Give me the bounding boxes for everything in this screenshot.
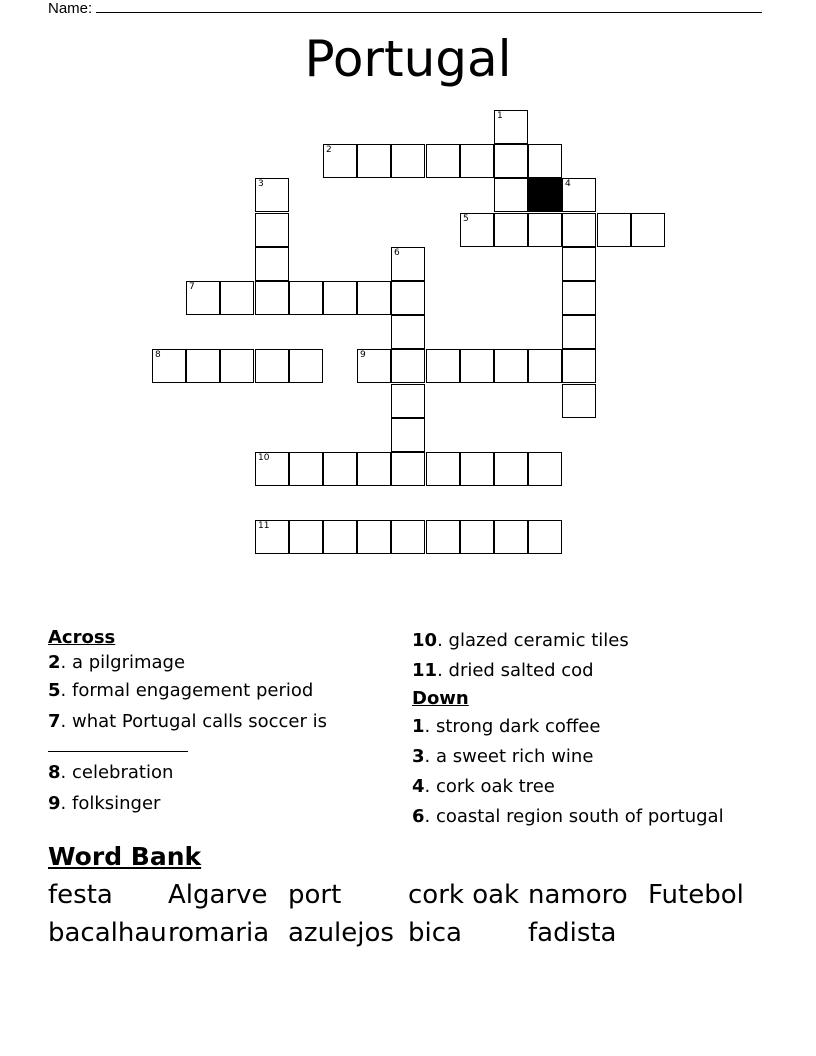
grid-cell[interactable] — [255, 281, 289, 315]
cell-number: 8 — [155, 350, 161, 360]
grid-cell[interactable] — [631, 213, 665, 247]
grid-cell[interactable] — [494, 144, 528, 178]
grid-cell[interactable] — [460, 213, 494, 247]
clue-text: a sweet rich wine — [435, 746, 594, 767]
grid-cell[interactable] — [255, 452, 289, 486]
grid-cell[interactable] — [426, 144, 460, 178]
grid-cell[interactable] — [357, 281, 391, 315]
grid-cell[interactable] — [289, 520, 323, 554]
grid-cell[interactable] — [494, 349, 528, 383]
clue-text: dried salted cod — [448, 660, 594, 681]
cell-number: 1 — [497, 111, 503, 121]
grid-cell[interactable] — [460, 349, 494, 383]
grid-cell[interactable] — [391, 452, 425, 486]
grid-cell[interactable] — [494, 110, 528, 144]
clue-across-7: 7. what Portugal calls soccer is — [48, 711, 327, 732]
clue-across-10: 10. glazed ceramic tiles — [412, 630, 629, 651]
clue-text: cork oak tree — [435, 776, 555, 797]
word-bank-word: bacalhau — [48, 918, 167, 948]
grid-cell[interactable] — [391, 247, 425, 281]
clue-number: 10 — [412, 630, 438, 651]
word-bank-word: fadista — [528, 918, 617, 948]
word-bank-word: cork oak — [408, 880, 520, 910]
grid-cell[interactable] — [289, 281, 323, 315]
clue-number: 11 — [412, 660, 438, 681]
grid-cell[interactable] — [562, 349, 596, 383]
grid-cell[interactable] — [391, 349, 425, 383]
cell-number: 10 — [258, 453, 270, 463]
grid-cell[interactable] — [562, 213, 596, 247]
grid-cell[interactable] — [391, 418, 425, 452]
grid-cell[interactable] — [528, 349, 562, 383]
clue-across-8: 8. celebration — [48, 762, 174, 783]
answer-blank-line — [48, 737, 188, 752]
grid-cell[interactable] — [460, 144, 494, 178]
clue-down-6: 6. coastal region south of portugal — [412, 806, 724, 827]
grid-cell[interactable] — [323, 281, 357, 315]
grid-cell[interactable] — [460, 452, 494, 486]
clue-across-7-blank — [48, 737, 327, 757]
word-bank-word: Futebol — [648, 880, 744, 910]
clue-down-4: 4. cork oak tree — [412, 776, 555, 797]
page-title: Portugal — [304, 30, 512, 88]
cell-number: 2 — [326, 145, 332, 155]
grid-cell[interactable] — [255, 213, 289, 247]
grid-cell[interactable] — [391, 520, 425, 554]
clue-text: what Portugal calls soccer is — [71, 711, 327, 732]
word-bank-word: port — [288, 880, 342, 910]
grid-cell[interactable] — [255, 349, 289, 383]
grid-cell[interactable] — [357, 452, 391, 486]
grid-cell[interactable] — [562, 247, 596, 281]
word-bank-word: namoro — [528, 880, 628, 910]
word-bank-title: Word Bank — [48, 842, 202, 871]
clue-text: formal engagement period — [71, 680, 314, 701]
cell-number: 6 — [394, 248, 400, 258]
grid-cell[interactable] — [528, 144, 562, 178]
grid-cell-black — [528, 178, 562, 212]
grid-cell[interactable] — [426, 349, 460, 383]
clue-text: celebration — [71, 762, 174, 783]
word-bank-word: bica — [408, 918, 462, 948]
grid-cell[interactable] — [323, 520, 357, 554]
grid-cell[interactable] — [597, 213, 631, 247]
clue-number: 5 — [48, 680, 61, 701]
grid-cell[interactable] — [255, 178, 289, 212]
clue-number: 8 — [48, 762, 61, 783]
clue-number: 7 — [48, 711, 61, 732]
clues-left-column — [48, 625, 327, 819]
grid-cell[interactable] — [562, 178, 596, 212]
clue-text: glazed ceramic tiles — [448, 630, 629, 651]
grid-cell[interactable] — [255, 520, 289, 554]
grid-cell[interactable] — [220, 349, 254, 383]
word-bank-word: azulejos — [288, 918, 394, 948]
grid-cell[interactable] — [289, 452, 323, 486]
grid-cell[interactable] — [460, 520, 494, 554]
grid-cell[interactable] — [186, 281, 220, 315]
grid-cell[interactable] — [494, 213, 528, 247]
cell-number: 4 — [565, 179, 571, 189]
clue-down-3: 3. a sweet rich wine — [412, 746, 594, 767]
across-heading: Across — [48, 627, 116, 648]
clue-across-5: 5. formal engagement period — [48, 680, 314, 701]
clue-across-2: 2. a pilgrimage — [48, 652, 186, 673]
clue-number: 1 — [412, 716, 425, 737]
word-bank-word: festa — [48, 880, 113, 910]
grid-cell[interactable] — [391, 281, 425, 315]
clue-number: 6 — [412, 806, 425, 827]
grid-cell[interactable] — [494, 452, 528, 486]
cell-number: 5 — [463, 214, 469, 224]
grid-cell[interactable] — [255, 247, 289, 281]
grid-cell[interactable] — [391, 315, 425, 349]
clue-across-9: 9. folksinger — [48, 793, 161, 814]
clue-number: 3 — [412, 746, 425, 767]
cell-number: 7 — [189, 282, 195, 292]
grid-cell[interactable] — [426, 452, 460, 486]
grid-cell[interactable] — [494, 520, 528, 554]
grid-cell[interactable] — [357, 349, 391, 383]
word-bank-word: romaria — [168, 918, 270, 948]
grid-cell[interactable] — [562, 384, 596, 418]
word-bank-word: Algarve — [168, 880, 268, 910]
grid-cell[interactable] — [323, 144, 357, 178]
clue-text: folksinger — [71, 793, 161, 814]
clue-number: 2 — [48, 652, 61, 673]
grid-cell[interactable] — [562, 315, 596, 349]
grid-cell[interactable] — [152, 349, 186, 383]
grid-cell[interactable] — [426, 520, 460, 554]
name-label: Name: — [48, 0, 93, 17]
clue-across-11: 11. dried salted cod — [412, 660, 594, 681]
clues-right-column — [412, 626, 724, 832]
grid-cell[interactable] — [528, 452, 562, 486]
grid-cell[interactable] — [186, 349, 220, 383]
grid-cell[interactable] — [289, 349, 323, 383]
cell-number: 9 — [360, 350, 366, 360]
grid-cell[interactable] — [562, 281, 596, 315]
grid-cell[interactable] — [528, 213, 562, 247]
grid-cell[interactable] — [220, 281, 254, 315]
grid-cell[interactable] — [528, 520, 562, 554]
clue-down-1: 1. strong dark coffee — [412, 716, 601, 737]
cell-number: 11 — [258, 521, 270, 531]
grid-cell[interactable] — [357, 520, 391, 554]
grid-cell[interactable] — [357, 144, 391, 178]
grid-cell[interactable] — [391, 144, 425, 178]
grid-cell[interactable] — [323, 452, 357, 486]
grid-cell[interactable] — [494, 178, 528, 212]
cell-number: 3 — [258, 179, 264, 189]
clue-text: strong dark coffee — [435, 716, 601, 737]
down-heading: Down — [412, 688, 469, 709]
clue-text: a pilgrimage — [71, 652, 186, 673]
grid-cell[interactable] — [391, 384, 425, 418]
clue-number: 4 — [412, 776, 425, 797]
clue-number: 9 — [48, 793, 61, 814]
clue-text: coastal region south of portugal — [435, 806, 724, 827]
